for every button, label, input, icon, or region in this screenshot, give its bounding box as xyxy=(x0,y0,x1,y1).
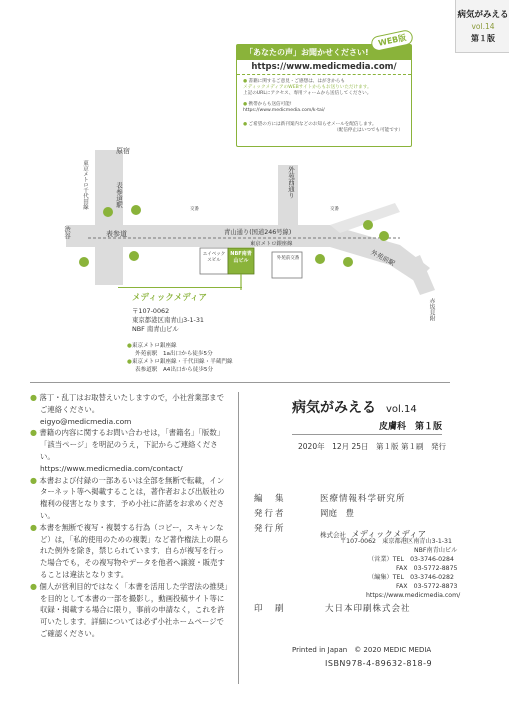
exit-3 xyxy=(363,220,373,230)
map-shibuya: 渋谷 xyxy=(63,226,71,239)
office: 株式会社 メディックメディア xyxy=(320,530,427,540)
publisher: 岡庭 豊 xyxy=(320,509,355,519)
exit-b4 xyxy=(103,207,113,217)
notice-item: ● 落丁・乱丁はお取替えいたしますので，小社営業部までご連絡ください。 xyxy=(30,393,224,414)
book-vol: vol.14 xyxy=(386,404,417,415)
map-chiyoda: 東京メトロ千代田線 xyxy=(82,160,88,210)
exit-2 xyxy=(379,231,389,241)
map-harajuku: 原宿 xyxy=(116,147,130,155)
office-label: 発行所 xyxy=(254,524,286,534)
company-zip: 〒107-0062 xyxy=(132,307,170,315)
notice-item: ● 個人が営利目的ではなく「本書を活用した学習法の推奨」を目的として本書の一部を撮影し，動画投稿サイト等に収録・掲載する場合に限り，事前の申請なく，これを許可いたします．詳細については必ず小社ホームページでご確認ください。 xyxy=(30,581,228,638)
notice-item: ● 本書を無断で複写・複製する行為（コピー，スキャンなど）は，「私的使用のための複製」など著作権法上の限られた例外を除き，禁じられています．自らが複写を行った場合でも，その複写物やデータを他者へ譲渡・販売することは違法となります。 xyxy=(30,522,229,579)
feedback-note-2: ● 携帯からも送信可能! https://www.medicmedia.com/k-tai/ xyxy=(243,102,325,113)
map-aoyama-dori: 青山通り(国道246号線) xyxy=(224,229,292,236)
map-koban-2: 交番 xyxy=(330,207,339,212)
publish-date: 2020年 12月 25日 第１版 第１刷 発行 xyxy=(298,442,446,451)
section-divider xyxy=(30,382,450,383)
map-akasaka: 赤坂見附 xyxy=(428,298,434,322)
exit-a3 xyxy=(131,205,141,215)
printer: 大日本印刷株式会社 xyxy=(325,604,411,614)
map-gaien-nishi: 外苑西通り xyxy=(287,166,295,199)
publisher-label: 発行者 xyxy=(254,509,286,519)
tab-edition: 第１版 xyxy=(471,34,495,43)
feedback-url[interactable]: https://www.medicmedia.com/ xyxy=(237,62,411,75)
map-omotesando-station: 表参道駅 xyxy=(115,182,123,208)
map-gaienmae-station: 外苑前駅 xyxy=(369,248,397,268)
title-rule xyxy=(292,434,442,435)
company-name: メディックメディア xyxy=(132,293,208,303)
office-address: 〒107-0062 東京都港区南青山3-1-31 NBF南青山ビル （営業）TEL 03-3746-0284 FAX 03-5772-8875 （編集）TEL 03-3746-0282 FAX 03-5772-8873 https://www.medicmedia.com/ xyxy=(340,538,461,599)
company-address: 東京都港区南青山3-1-31 xyxy=(132,316,205,324)
feedback-note-1: ● 書籍に関するご意見・ご感想は、はがきからも メディックメディアのWEBサイトからもお送りいただけます。 上記のURLにアクセス、専用フォームから送信してください。 xyxy=(243,79,372,96)
feedback-heading: 「あなたの声」お聞かせください! xyxy=(237,45,411,60)
feedback-note-3: ● ご希望の方には新刊案内などのお知らせメールを配信します。 （配信停止はいつでも可能です） xyxy=(243,122,403,133)
editor: 医療情報科学研究所 xyxy=(320,494,406,504)
exit-a4 xyxy=(129,251,139,261)
map-avex: エイベックスビル xyxy=(202,252,226,263)
access-info: ●東京メトロ銀座線 外苑前駅 1a出口から徒歩5分 ●東京メトロ銀座線・千代田線・半蔵門線 表参道駅 A4出口から徒歩5分 xyxy=(127,343,233,373)
tab-vol: vol.14 xyxy=(471,22,495,31)
notice-item: ● 本書および付録の一部あるいは全部を無断で転載，インターネット等へ掲載することは，著作者および出版社の権利の侵害となります．予め小社に許諾をお求めください。 xyxy=(30,475,225,520)
exit-1a xyxy=(343,257,353,267)
book-title: 病気がみえる vol.14 xyxy=(292,400,417,416)
map-nbf: NBF南青山ビル xyxy=(230,251,252,264)
road-omotesando-vertical xyxy=(95,150,123,285)
printer-label: 印 刷 xyxy=(254,604,286,614)
map-gaien-koban: 外苑前交番 xyxy=(276,256,300,261)
exit-2b xyxy=(315,254,325,264)
notices xyxy=(30,392,230,640)
book-subtitle: 皮膚科 第１版 xyxy=(379,422,443,432)
exit-b3 xyxy=(79,257,89,267)
column-divider xyxy=(238,392,239,684)
notice-email: eigyo@medicmedia.com xyxy=(40,416,132,426)
tab-title: 病気がみえる xyxy=(457,10,509,20)
company-building: NBF 南青山ビル xyxy=(132,325,179,333)
road-aoyama-west xyxy=(66,225,246,247)
printed-in: Printed in Japan © 2020 MEDIC MEDIA xyxy=(292,646,432,654)
map-ginza-line: 東京メトロ銀座線 xyxy=(250,241,293,247)
notice-item: ● 書籍の内容に関するお問い合わせは，「書籍名」「版数」「該当ページ」を明記のうえ，下記からご連絡ください。 xyxy=(30,428,225,461)
isbn: ISBN978-4-89632-818-9 xyxy=(325,659,433,668)
notice-url: https://www.medicmedia.com/contact/ xyxy=(40,463,183,473)
map-omotesando: 表参道 xyxy=(106,230,127,238)
web-badge: WEB版 xyxy=(370,29,415,52)
editor-label: 編 集 xyxy=(254,494,286,504)
map-koban-1: 交番 xyxy=(190,207,199,212)
company-box xyxy=(118,287,242,338)
